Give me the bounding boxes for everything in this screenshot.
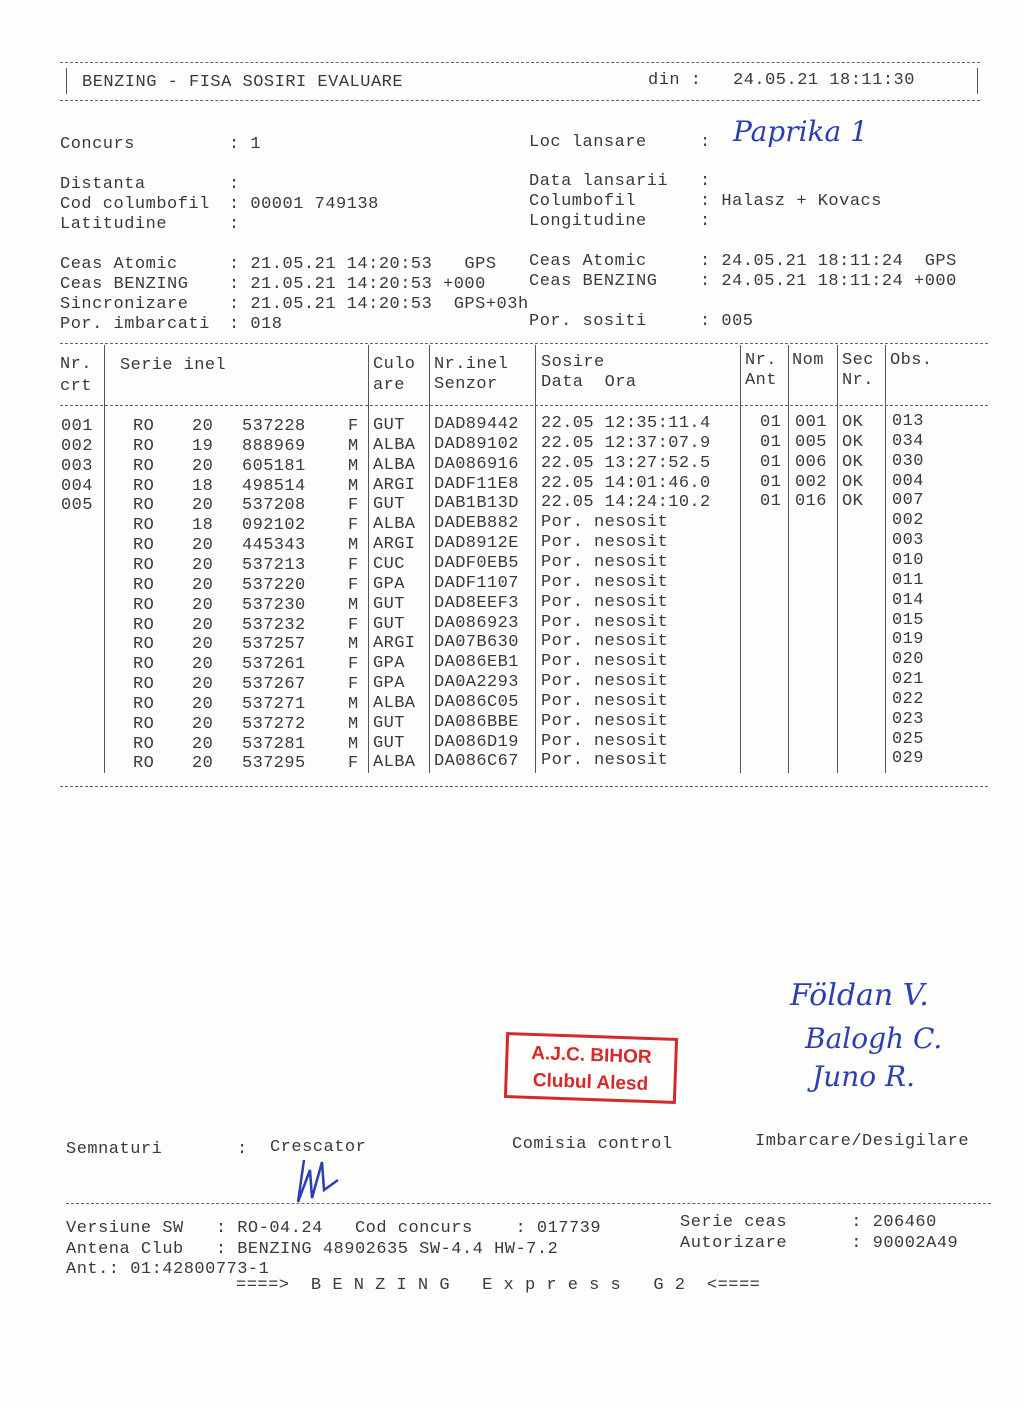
row-inel: 537213 — [242, 556, 306, 575]
row-sosire: Por. nesosit — [541, 553, 669, 572]
row-obs: 010 — [892, 551, 924, 570]
row-culoare: ALBA — [373, 753, 416, 772]
row-inel: 537228 — [242, 417, 306, 436]
row-inel: 888969 — [242, 437, 306, 456]
row-nom: 016 — [795, 492, 827, 511]
row-an: 20 — [192, 457, 214, 476]
row-sex: M — [348, 735, 359, 754]
row-inel: 605181 — [242, 457, 306, 476]
info-right-label: Ceas Atomic — [529, 252, 647, 271]
title-bottom-rule — [60, 100, 980, 101]
info-left-value: : — [229, 175, 240, 194]
info-right-value: : 005 — [700, 312, 754, 331]
row-culoare: ALBA — [373, 456, 416, 475]
info-left-value: : 21.05.21 14:20:53 +000 — [229, 275, 486, 294]
info-right-value: : — [700, 212, 711, 231]
date-value: 24.05.21 18:11:30 — [733, 71, 915, 90]
row-culoare: ARGI — [373, 535, 416, 554]
table-rule — [60, 343, 988, 344]
footer-serie-ceas: Serie ceas : 206460 — [680, 1213, 937, 1232]
row-tara: RO — [133, 576, 155, 595]
table-column-divider — [104, 345, 105, 773]
info-left-value: : 018 — [229, 315, 283, 334]
info-left-label: Distanta — [60, 175, 146, 194]
footer-autorizare: Autorizare : 90002A49 — [680, 1234, 959, 1253]
row-sex: F — [348, 754, 359, 773]
row-obs: 021 — [892, 670, 924, 689]
row-an: 20 — [192, 496, 214, 515]
row-tara: RO — [133, 616, 155, 635]
row-senzor: DA086EB1 — [434, 653, 519, 672]
row-senzor: DAD89442 — [434, 415, 519, 434]
row-nr-crt: 003 — [61, 457, 93, 476]
row-an: 19 — [192, 437, 214, 456]
signatures-label: Semnaturi — [66, 1140, 163, 1159]
row-culoare: ARGI — [373, 476, 416, 495]
row-senzor: DADF0EB5 — [434, 554, 519, 573]
info-right-value: : — [700, 172, 711, 191]
stamp-line-1: A.J.C. BIHOR — [530, 1042, 652, 1069]
footer-ant: Ant.: 01:42800773-1 — [66, 1260, 270, 1279]
row-sosire: Por. nesosit — [541, 593, 669, 612]
row-an: 20 — [192, 556, 214, 575]
signature-1: Földan V. — [790, 978, 929, 1013]
row-sex: F — [348, 576, 359, 595]
row-culoare: GUT — [373, 714, 405, 733]
info-right-value: : Halasz + Kovacs — [700, 192, 882, 211]
row-inel: 537271 — [242, 695, 306, 714]
row-sosire: 22.05 14:01:46.0 — [541, 474, 711, 493]
row-sex: F — [348, 496, 359, 515]
row-senzor: DAB1B13D — [434, 494, 519, 513]
row-tara: RO — [133, 715, 155, 734]
table-column-divider — [788, 345, 789, 773]
header-nr-ant-1: Nr. — [745, 351, 777, 370]
row-culoare: GPA — [373, 575, 405, 594]
info-right-value: : 24.05.21 18:11:24 GPS — [700, 252, 957, 271]
row-an: 20 — [192, 695, 214, 714]
header-senzor: Senzor — [434, 375, 498, 394]
row-senzor: DADEB882 — [434, 514, 519, 533]
row-obs: 013 — [892, 412, 924, 431]
row-sex: M — [348, 715, 359, 734]
row-sex: F — [348, 655, 359, 674]
row-sosire: Por. nesosit — [541, 513, 669, 532]
info-left-value: : — [229, 215, 240, 234]
row-an: 20 — [192, 715, 214, 734]
row-an: 20 — [192, 675, 214, 694]
signature-comisia: Comisia control — [512, 1135, 673, 1154]
row-senzor: DADF11E8 — [434, 475, 519, 494]
signatures-colon: : — [237, 1140, 248, 1159]
row-culoare: ALBA — [373, 515, 416, 534]
handwritten-loc-lansare: Paprika 1 — [733, 115, 868, 148]
info-left-label: Sincronizare — [60, 295, 189, 314]
info-left-value: : 21.05.21 14:20:53 GPS — [229, 255, 497, 274]
info-left-label: Latitudine — [60, 215, 168, 234]
row-obs: 025 — [892, 730, 924, 749]
table-column-divider — [429, 345, 430, 773]
row-nr-ant: 01 — [760, 473, 782, 492]
row-inel: 537220 — [242, 576, 306, 595]
row-tara: RO — [133, 735, 155, 754]
row-sosire: Por. nesosit — [541, 533, 669, 552]
row-nr-ant: 01 — [760, 413, 782, 432]
row-sex: F — [348, 516, 359, 535]
row-tara: RO — [133, 695, 155, 714]
title-left-border — [66, 68, 67, 94]
table-column-divider — [368, 345, 369, 773]
header-nr-inel: Nr.inel — [434, 355, 509, 374]
row-an: 20 — [192, 735, 214, 754]
row-sex: M — [348, 457, 359, 476]
title-right-border — [977, 68, 978, 94]
row-senzor: DA086C05 — [434, 693, 519, 712]
info-left-label: Concurs — [60, 135, 135, 154]
row-culoare: GUT — [373, 416, 405, 435]
header-culoare-1: Culo — [373, 355, 416, 374]
row-sec: OK — [842, 492, 864, 511]
footer-versiune: Versiune SW : RO-04.24 Cod concurs : 017739 — [66, 1219, 602, 1238]
header-data-ora: Data Ora — [541, 373, 637, 392]
row-sex: M — [348, 536, 359, 555]
row-senzor: DA086D19 — [434, 733, 519, 752]
row-inel: 537295 — [242, 754, 306, 773]
row-sex: F — [348, 675, 359, 694]
row-senzor: DA086C67 — [434, 752, 519, 771]
row-culoare: GUT — [373, 595, 405, 614]
row-nom: 002 — [795, 473, 827, 492]
row-inel: 092102 — [242, 516, 306, 535]
info-right-value: : 24.05.21 18:11:24 +000 — [700, 272, 957, 291]
row-sosire: 22.05 12:35:11.4 — [541, 414, 711, 433]
row-inel: 537272 — [242, 715, 306, 734]
info-left-label: Ceas Atomic — [60, 255, 178, 274]
row-culoare: ALBA — [373, 694, 416, 713]
row-senzor: DAD8912E — [434, 534, 519, 553]
row-obs: 015 — [892, 611, 924, 630]
row-tara: RO — [133, 596, 155, 615]
row-obs: 004 — [892, 472, 924, 491]
row-nr-crt: 002 — [61, 437, 93, 456]
row-tara: RO — [133, 477, 155, 496]
row-senzor: DA086916 — [434, 455, 519, 474]
row-nom: 006 — [795, 453, 827, 472]
info-right-label: Columbofil — [529, 192, 637, 211]
info-right-label: Longitudine — [529, 212, 647, 231]
row-sex: F — [348, 616, 359, 635]
row-an: 20 — [192, 576, 214, 595]
row-culoare: GUT — [373, 495, 405, 514]
row-an: 18 — [192, 516, 214, 535]
row-inel: 537230 — [242, 596, 306, 615]
row-tara: RO — [133, 516, 155, 535]
row-an: 20 — [192, 596, 214, 615]
table-column-divider — [885, 345, 886, 773]
row-nr-crt: 001 — [61, 417, 93, 436]
row-sec: OK — [842, 433, 864, 452]
row-nom: 001 — [795, 413, 827, 432]
header-nr-ant-2: Ant — [745, 371, 777, 390]
row-obs: 019 — [892, 630, 924, 649]
signature-imbarcare: Imbarcare/Desigilare — [755, 1132, 970, 1151]
row-obs: 020 — [892, 650, 924, 669]
row-sosire: Por. nesosit — [541, 632, 669, 651]
row-sex: M — [348, 477, 359, 496]
row-sex: M — [348, 437, 359, 456]
row-senzor: DAD8EEF3 — [434, 594, 519, 613]
row-senzor: DA086BBE — [434, 713, 519, 732]
row-culoare: GPA — [373, 674, 405, 693]
row-sex: M — [348, 596, 359, 615]
row-tara: RO — [133, 536, 155, 555]
row-inel: 537257 — [242, 635, 306, 654]
row-senzor: DAD89102 — [434, 435, 519, 454]
row-inel: 498514 — [242, 477, 306, 496]
row-sosire: Por. nesosit — [541, 613, 669, 632]
header-obs: Obs. — [890, 351, 933, 370]
row-culoare: GUT — [373, 615, 405, 634]
row-obs: 011 — [892, 571, 924, 590]
club-stamp — [504, 1032, 678, 1104]
row-culoare: GPA — [373, 654, 405, 673]
info-left-value: : 00001 749138 — [229, 195, 379, 214]
row-sosire: Por. nesosit — [541, 712, 669, 731]
info-right-label: Por. sositi — [529, 312, 647, 331]
row-nr-crt: 004 — [61, 477, 93, 496]
row-nr-ant: 01 — [760, 453, 782, 472]
row-senzor: DADF1107 — [434, 574, 519, 593]
info-right-value: : — [700, 133, 711, 152]
crescator-signature-scribble — [290, 1150, 350, 1210]
header-culoare-2: are — [373, 376, 405, 395]
info-left-label: Por. imbarcati — [60, 315, 210, 334]
row-culoare: CUC — [373, 555, 405, 574]
row-nr-crt: 005 — [61, 496, 93, 515]
row-tara: RO — [133, 635, 155, 654]
signature-crescator: Crescator — [270, 1138, 367, 1157]
row-senzor: DA07B630 — [434, 633, 519, 652]
row-obs: 002 — [892, 511, 924, 530]
row-nom: 005 — [795, 433, 827, 452]
info-right-label: Ceas BENZING — [529, 272, 658, 291]
info-left-value: : 21.05.21 14:20:53 GPS+03h — [229, 295, 529, 314]
row-tara: RO — [133, 496, 155, 515]
signature-3: Juno R. — [812, 1060, 916, 1093]
footer-rule — [66, 1203, 991, 1204]
header-sec-1: Sec — [842, 351, 874, 370]
row-an: 20 — [192, 754, 214, 773]
row-tara: RO — [133, 655, 155, 674]
header-crt: crt — [60, 377, 92, 396]
row-an: 20 — [192, 417, 214, 436]
row-nr-ant: 01 — [760, 433, 782, 452]
row-an: 18 — [192, 477, 214, 496]
header-sec-2: Nr. — [842, 371, 874, 390]
table-rule — [60, 786, 988, 787]
row-senzor: DA086923 — [434, 614, 519, 633]
row-sosire: Por. nesosit — [541, 692, 669, 711]
info-right-label: Data lansarii — [529, 172, 669, 191]
stamp-line-2: Clubul Alesd — [532, 1069, 649, 1095]
row-sosire: Por. nesosit — [541, 732, 669, 751]
row-culoare: GUT — [373, 734, 405, 753]
row-sex: F — [348, 417, 359, 436]
row-obs: 023 — [892, 710, 924, 729]
row-sosire: Por. nesosit — [541, 573, 669, 592]
row-culoare: ALBA — [373, 436, 416, 455]
row-tara: RO — [133, 437, 155, 456]
info-left-label: Cod columbofil — [60, 195, 210, 214]
header-serie-inel: Serie inel — [120, 356, 227, 375]
row-inel: 537208 — [242, 496, 306, 515]
row-sex: M — [348, 695, 359, 714]
row-inel: 537261 — [242, 655, 306, 674]
row-sosire: 22.05 14:24:10.2 — [541, 493, 711, 512]
row-obs: 030 — [892, 452, 924, 471]
info-left-label: Ceas BENZING — [60, 275, 189, 294]
header-nr: Nr. — [60, 355, 92, 374]
row-sosire: 22.05 13:27:52.5 — [541, 454, 711, 473]
row-tara: RO — [133, 457, 155, 476]
row-tara: RO — [133, 417, 155, 436]
header-nom: Nom — [792, 351, 824, 370]
table-rule — [60, 405, 988, 406]
row-inel: 537267 — [242, 675, 306, 694]
table-column-divider — [837, 345, 838, 773]
row-tara: RO — [133, 556, 155, 575]
row-senzor: DA0A2293 — [434, 673, 519, 692]
signature-2: Balogh C. — [805, 1022, 943, 1055]
row-sec: OK — [842, 453, 864, 472]
row-sex: M — [348, 635, 359, 654]
row-sec: OK — [842, 473, 864, 492]
row-inel: 445343 — [242, 536, 306, 555]
footer-antena: Antena Club : BENZING 48902635 SW-4.4 HW-7.2 — [66, 1240, 559, 1259]
page-title: BENZING - FISA SOSIRI EVALUARE — [82, 73, 404, 92]
row-obs: 029 — [892, 749, 924, 768]
row-culoare: ARGI — [373, 634, 416, 653]
row-obs: 007 — [892, 491, 924, 510]
row-inel: 537232 — [242, 616, 306, 635]
row-sosire: 22.05 12:37:07.9 — [541, 434, 711, 453]
info-right-label: Loc lansare — [529, 133, 647, 152]
row-obs: 003 — [892, 531, 924, 550]
row-sosire: Por. nesosit — [541, 652, 669, 671]
row-obs: 034 — [892, 432, 924, 451]
row-sex: F — [348, 556, 359, 575]
row-an: 20 — [192, 536, 214, 555]
info-left-value: : 1 — [229, 135, 262, 154]
row-obs: 022 — [892, 690, 924, 709]
row-sosire: Por. nesosit — [541, 751, 669, 770]
row-sec: OK — [842, 413, 864, 432]
date-label: din : — [648, 71, 702, 90]
header-sosire: Sosire — [541, 353, 605, 372]
row-inel: 537281 — [242, 735, 306, 754]
row-obs: 014 — [892, 591, 924, 610]
footer-express: ====> B E N Z I N G E x p r e s s G 2 <==== — [236, 1276, 761, 1295]
row-tara: RO — [133, 754, 155, 773]
row-tara: RO — [133, 675, 155, 694]
table-column-divider — [535, 345, 536, 773]
row-an: 20 — [192, 635, 214, 654]
row-nr-ant: 01 — [760, 492, 782, 511]
row-sosire: Por. nesosit — [541, 672, 669, 691]
row-an: 20 — [192, 616, 214, 635]
title-top-rule — [60, 62, 980, 63]
table-column-divider — [740, 345, 741, 773]
row-an: 20 — [192, 655, 214, 674]
